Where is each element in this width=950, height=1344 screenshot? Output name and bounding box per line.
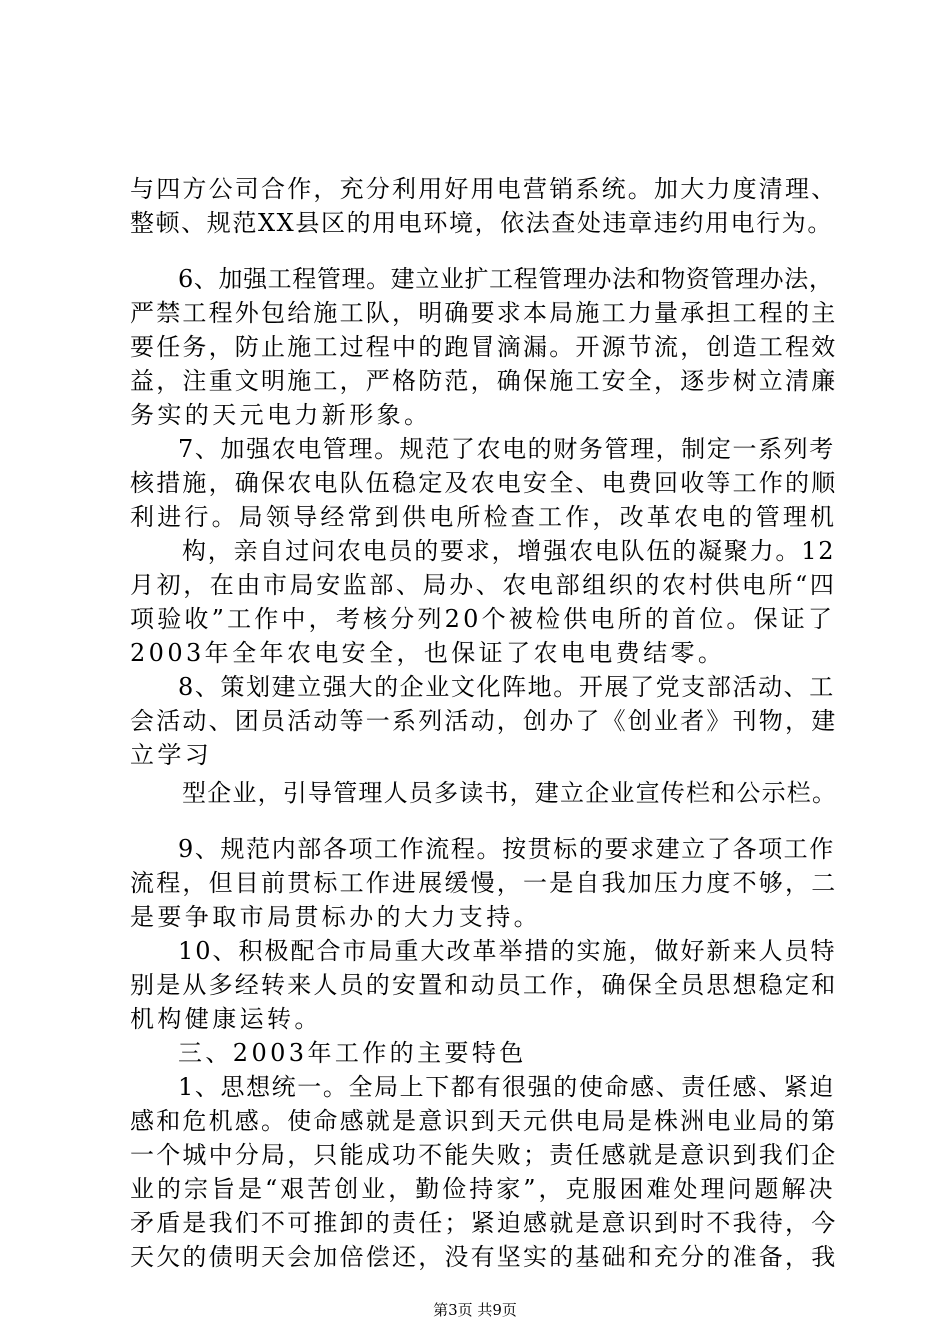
text-line: 1、思想统一。全局上下都有很强的使命感、责任感、紧迫 [178, 1073, 835, 1101]
text-line: 月初，在由市局安监部、局办、农电部组织的农村供电所“四 [130, 571, 837, 599]
text-line: 项验收”工作中，考核分列20个被检供电所的首位。保证了 [130, 605, 836, 633]
section-heading: 三、2003年工作的主要特色 [178, 1039, 527, 1067]
text-line: 严禁工程外包给施工队，明确要求本局施工力量承担工程的主 [130, 299, 838, 327]
page-number-footer: 第3页 共9页 [433, 1301, 517, 1319]
text-line: 核措施，确保农电队伍稳定及农电安全、电费回收等工作的顺 [130, 469, 838, 497]
text-line: 2003年全年农电安全，也保证了农电电费结零。 [130, 639, 726, 667]
text-line: 与四方公司合作，充分利用好用电营销系统。加大力度清理、 [130, 175, 838, 203]
text-line: 流程，但目前贯标工作进展缓慢，一是自我加压力度不够，二 [130, 869, 838, 897]
text-line: 务实的天元电力新形象。 [130, 401, 432, 429]
text-line: 整顿、规范XX县区的用电环境，依法查处违章违约用电行为。 [130, 209, 833, 237]
text-line: 6、加强工程管理。建立业扩工程管理办法和物资管理办法， [178, 265, 834, 293]
text-line: 会活动、团员活动等一系列活动，创办了《创业者》刊物，建 [130, 707, 838, 735]
text-line: 益，注重文明施工，严格防范，确保施工安全，逐步树立清廉 [130, 367, 838, 395]
text-line: 业的宗旨是“艰苦创业，勤俭持家”，克服困难处理问题解决 [130, 1175, 836, 1203]
text-line: 立学习 [130, 741, 213, 769]
text-line: 7、加强农电管理。规范了农电的财务管理，制定一系列考 [178, 435, 835, 463]
text-line: 机构健康运转。 [130, 1005, 322, 1033]
text-line: 要任务，防止施工过程中的跑冒滴漏。开源节流，创造工程效 [130, 333, 838, 361]
text-line: 天欠的债明天会加倍偿还，没有坚实的基础和充分的准备，我 [130, 1243, 838, 1271]
text-line: 10、积极配合市局重大改革举措的实施，做好新来人员特 [178, 937, 837, 965]
text-line: 别是从多经转来人员的安置和动员工作，确保全员思想稳定和 [130, 971, 838, 999]
text-line: 矛盾是我们不可推卸的责任；紧迫感就是意识到时不我待，今 [130, 1209, 838, 1237]
text-line: 感和危机感。使命感就是意识到天元供电局是株洲电业局的第 [130, 1107, 838, 1135]
text-line: 利进行。局领导经常到供电所检查工作，改革农电的管理机 [130, 503, 838, 531]
text-line: 是要争取市局贯标办的大力支持。 [130, 903, 541, 931]
text-line: 构，亲自过问农电员的要求，增强农电队伍的凝聚力。12 [182, 537, 836, 565]
text-line: 一个城中分局，只能成功不能失败；责任感就是意识到我们企 [130, 1141, 838, 1169]
text-line: 9、规范内部各项工作流程。按贯标的要求建立了各项工作 [178, 835, 835, 863]
text-line: 型企业，引导管理人员多读书，建立企业宣传栏和公示栏。 [182, 779, 838, 807]
text-line: 8、策划建立强大的企业文化阵地。开展了党支部活动、工 [178, 673, 835, 701]
